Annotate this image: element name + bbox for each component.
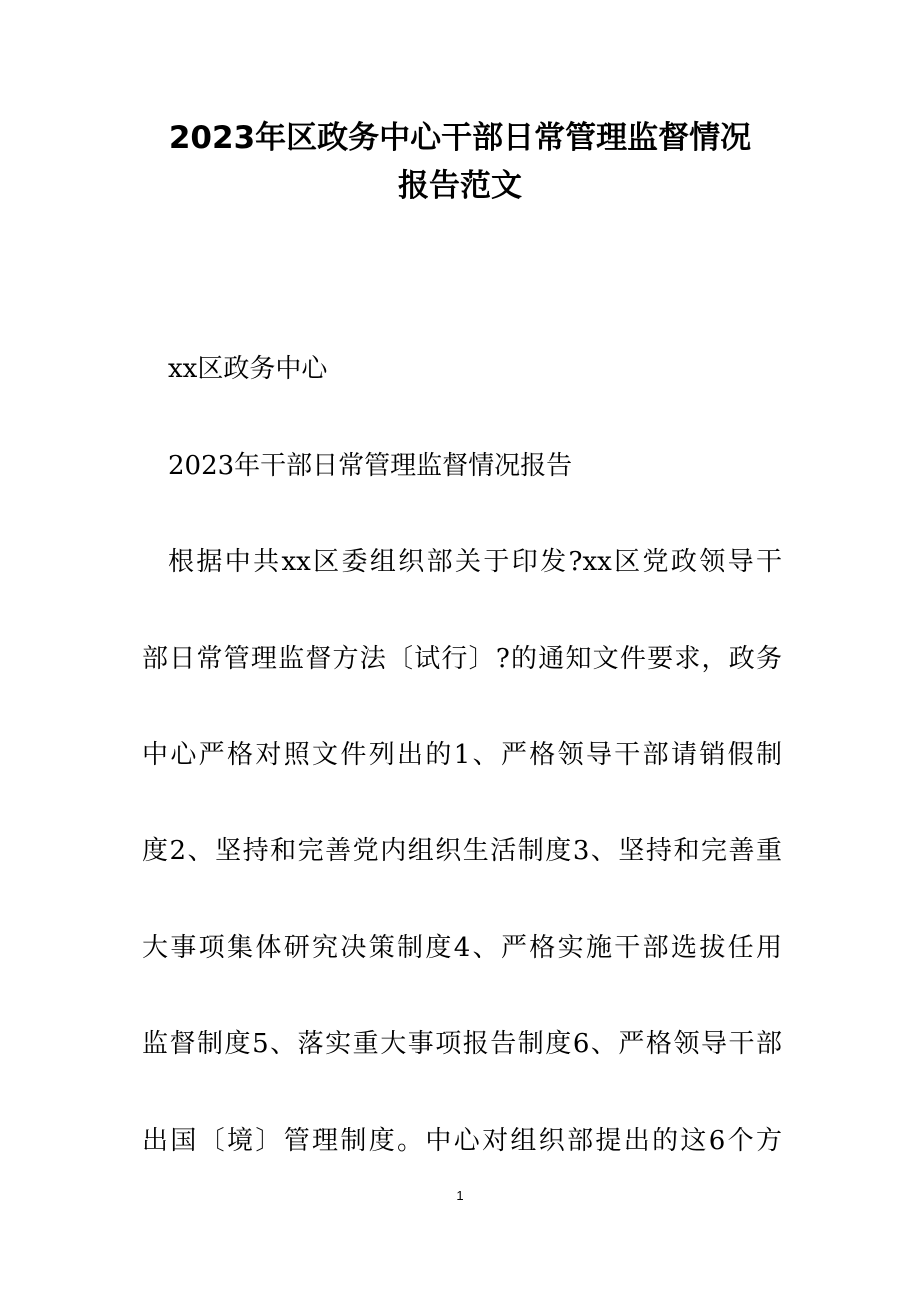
body-line-7: 出国〔境〕管理制度。中心对组织部提出的这6个方 bbox=[142, 1126, 782, 1156]
body-line-6: 监督制度5、落实重大事项报告制度6、严格领导干部 bbox=[142, 1029, 782, 1059]
header-line-org: xx区政务中心 bbox=[168, 354, 328, 384]
document-title-line-2: 报告范文 bbox=[398, 168, 522, 204]
body-line-4: 度2、坚持和完善党内组织生活制度3、坚持和完善重 bbox=[142, 836, 782, 866]
body-line-2: 部日常管理监督方法〔试行〕?的通知文件要求，政务 bbox=[142, 644, 782, 674]
page-number: 1 bbox=[456, 1188, 464, 1203]
header-line-report-title: 2023年干部日常管理监督情况报告 bbox=[168, 451, 573, 481]
body-line-5: 大事项集体研究决策制度4、严格实施干部选拔任用 bbox=[142, 933, 782, 963]
document-title-line-1: 2023年区政务中心干部日常管理监督情况 bbox=[168, 120, 752, 156]
body-line-1: 根据中共xx区委组织部关于印发?xx区党政领导干 bbox=[168, 547, 782, 577]
body-line-3: 中心严格对照文件列出的1、严格领导干部请销假制 bbox=[142, 740, 782, 770]
